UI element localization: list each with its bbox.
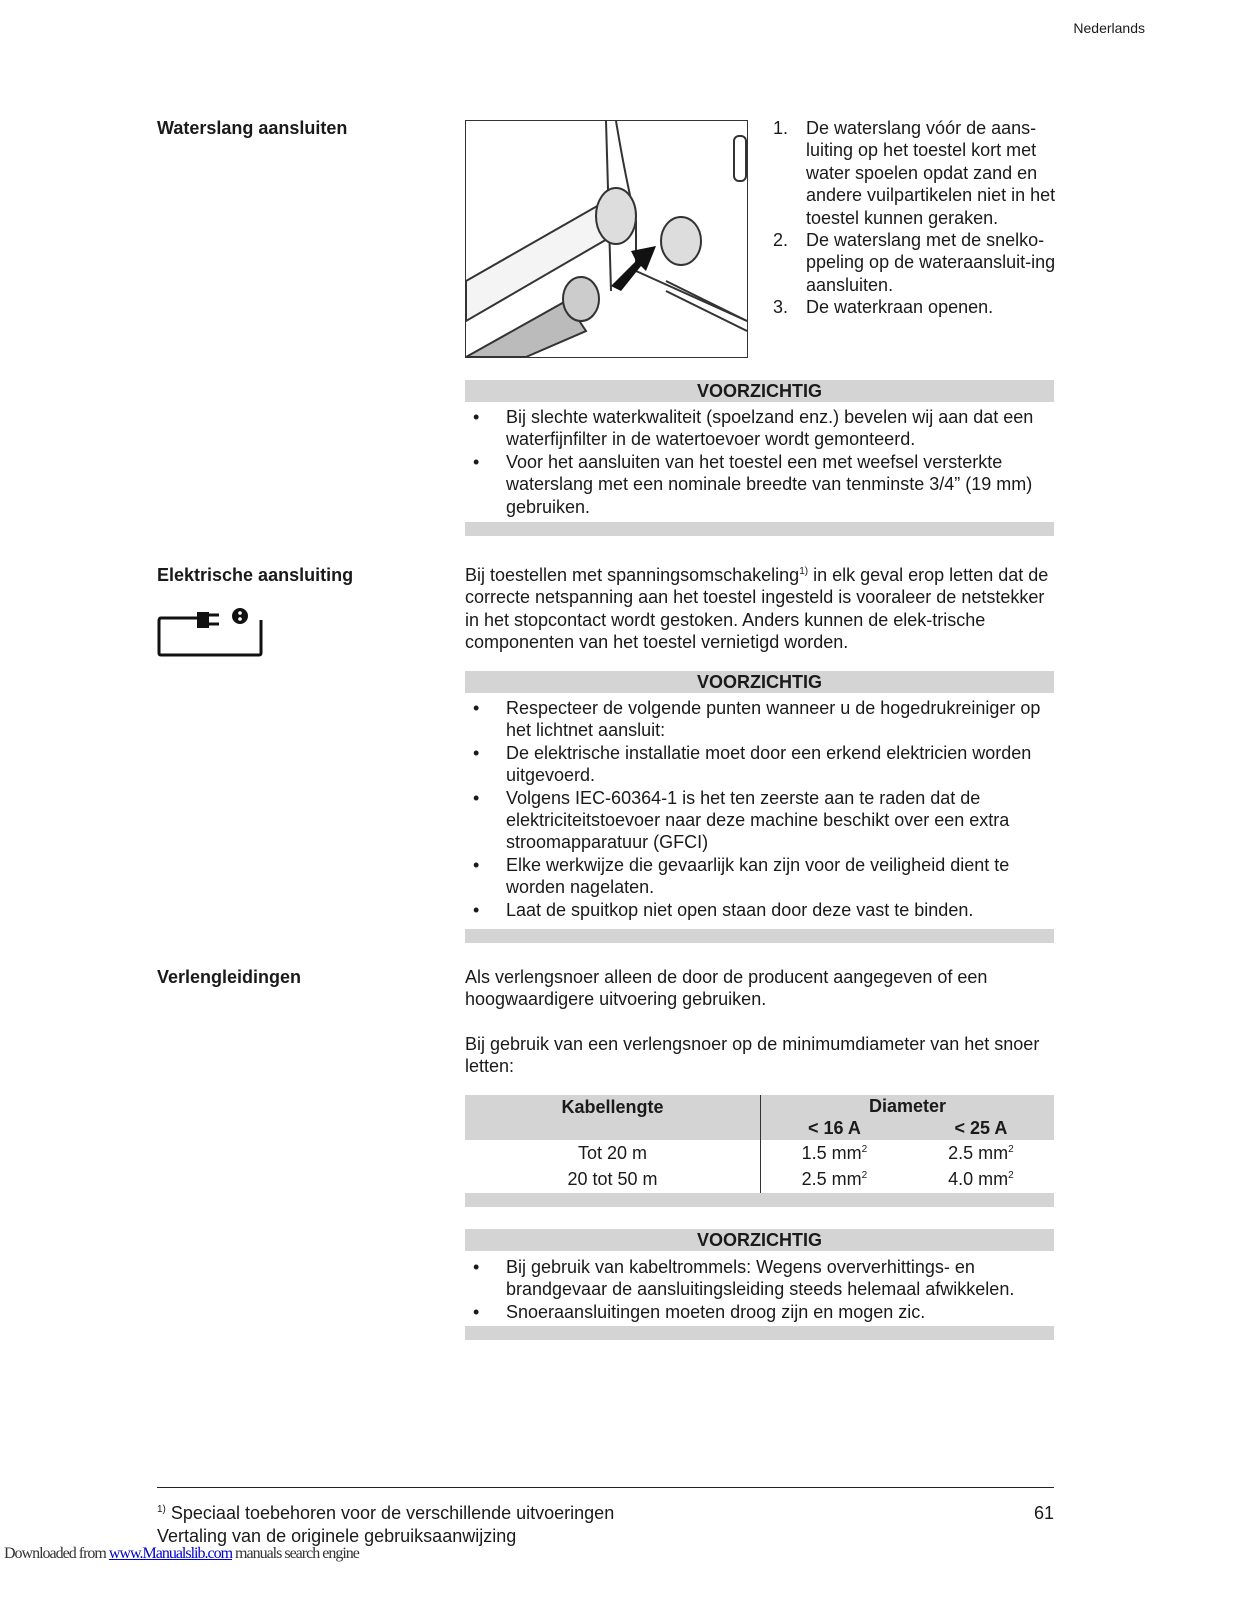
cell-16a: 2.5 $mm^2$ <box>801 1169 868 1190</box>
hose-connection-illustration <box>465 120 748 358</box>
cell-25a: 4.0 $mm^2$ <box>948 1169 1014 1190</box>
caution-item: • Elke werkwijze die gevaarlijk kan zijn voor de veiligheid dient te worden nagelaten. <box>465 854 1054 899</box>
extension-paragraph-2: Bij gebruik van een verlengsnoer op de minimumdiameter van het snoer letten: <box>465 1034 1040 1077</box>
caution-box-extension <box>465 1229 1054 1340</box>
caution-title: VOORZICHTIG <box>465 671 1054 693</box>
sub-header-25a: < 25 A <box>954 1118 1008 1139</box>
power-plug-icon <box>157 606 265 663</box>
section-title-verleng: Verlengleidingen <box>157 967 302 987</box>
caution-item: • Voor het aansluiten van het toestel een met weefsel versterkte waterslang met een nominale breedte van tenminste 3/4” (19 mm) gebruiken. <box>465 451 1054 518</box>
electrical-paragraph: Bij toestellen met spanningsomschakeling$^{1)}$ in elk geval erop letten dat de correcte netspanning aan het toestel ingesteld is vooraleer de netstekker in het stopcontact wordt gestoken. Anders kunnen de elek-trische componenten van het toestel vernietigd worden. <box>465 565 1049 653</box>
language-label: Nederlands <box>1073 20 1145 36</box>
col-header-kabellengte: Kabellengte <box>465 1095 761 1140</box>
cell-length: Tot 20 m <box>465 1140 761 1166</box>
section-title-elektrisch: Elektrische aansluiting <box>157 565 354 585</box>
section-title-waterslang: Waterslang aansluiten <box>157 118 348 138</box>
caution-box-electrical <box>465 671 1054 943</box>
caution-item: • Volgens IEC-60364-1 is het ten zeerste aan te raden dat de elektriciteitstoevoer naar deze machine beschikt over een extra stroomapparatuur (GFCI) <box>465 787 1054 854</box>
cell-length: 20 tot 50 m <box>465 1166 761 1193</box>
caution-item: • Bij slechte waterkwaliteit (spoelzand enz.) bevelen wij aan dat een waterfijnfilter in de watertoevoer wordt gemonteerd. <box>465 406 1054 451</box>
cell-25a: 2.5 $mm^2$ <box>948 1142 1014 1163</box>
table-row <box>465 1166 1054 1193</box>
steps-list <box>773 117 1058 319</box>
table-end-bar <box>465 1193 1054 1207</box>
caution-title: VOORZICHTIG <box>465 1229 1054 1251</box>
cell-16a: 1.5 $mm^2$ <box>801 1142 868 1163</box>
caution-end-bar <box>465 522 1054 536</box>
page-number: 61 <box>1033 1503 1054 1523</box>
caution-item: • Respecteer de volgende punten wanneer u de hogedrukreiniger op het lichtnet aansluit: <box>465 697 1054 742</box>
cable-table <box>465 1095 1054 1207</box>
sub-header-16a: < 16 A <box>807 1118 861 1139</box>
footer-subtitle: Vertaling van de originele gebruiksaanwijzing <box>157 1526 517 1546</box>
download-notice: Downloaded from www.Manualslib.com manuals search engine <box>4 1545 359 1562</box>
footnote: $^{1)}$ Speciaal toebehoren voor de verschillende uitvoeringen <box>157 1503 615 1523</box>
caution-end-bar <box>465 929 1054 943</box>
caution-title: VOORZICHTIG <box>465 380 1054 402</box>
table-row <box>465 1140 1054 1166</box>
manualslib-link[interactable]: www.Manualslib.com <box>108 1545 233 1562</box>
caution-item: • Laat de spuitkop niet open staan door deze vast te binden. <box>465 899 1054 921</box>
caution-item: • De elektrische installatie moet door een erkend elektricien worden uitgevoerd. <box>465 742 1054 787</box>
caution-item: • Snoeraansluitingen moeten droog zijn en mogen zic. <box>465 1301 1054 1323</box>
step-item: 1. De waterslang vóór de aans-luiting op het toestel kort met water spoelen opdat zand en andere vuilpartikelen niet in het toestel kunnen geraken. <box>773 118 1056 228</box>
footer-rule <box>157 1487 1054 1488</box>
step-item: 2. De waterslang met de snelko-ppeling op de wateraansluit-ing aansluiten. <box>773 230 1056 295</box>
col-header-diameter: Diameter <box>868 1096 947 1116</box>
caution-end-bar <box>465 1326 1054 1340</box>
caution-item: • Bij gebruik van kabeltrommels: Wegens oververhittings- en brandgevaar de aansluitingsleiding steeds helemaal afwikkelen. <box>465 1256 1054 1301</box>
step-item: 3. De waterkraan openen. <box>773 297 994 318</box>
extension-paragraph-1: Als verlengsnoer alleen de door de producent aangegeven of een hoogwaardigere uitvoering gebruiken. <box>465 967 988 1010</box>
caution-box-water <box>465 380 1054 536</box>
